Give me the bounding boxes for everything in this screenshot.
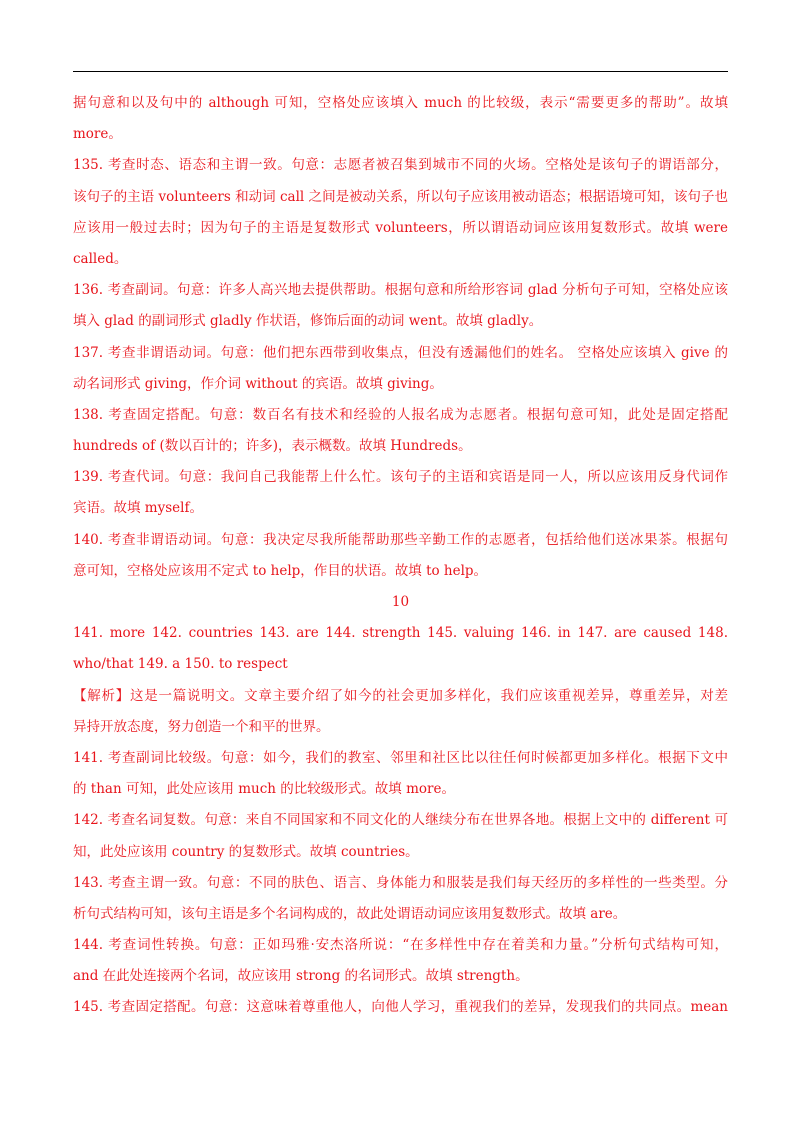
answer-line: 141. more 142. countries 143. are 144. strength 145. valuing 146. in 147. are caused 148. [73,625,728,642]
text-line: 138. 考查固定搭配。句意：数百名有技术和经验的人报名成为志愿者。根据句意可知，此处是固定搭配 [73,406,728,423]
analysis-line: 的 than 可知，此处应该用 much 的比较级形式。故填 more。 [73,781,455,798]
analysis-section [73,685,728,1028]
text-line: 135. 考查时态、语态和主谓一致。句意：志愿者被召集到城市不同的火场。空格处是该句子的谓语部分， [73,157,728,174]
analysis-line: 144. 考查词性转换。句意：正如玛雅·安杰洛所说：“在多样性中存在着美和力量。”分析句式结构可知， [73,937,728,954]
text-line: 136. 考查副词。句意：许多人高兴地去提供帮助。根据句意和所给形容词 glad 分析句子可知，空格处应该 [73,282,728,299]
text-line: more。 [73,126,122,143]
analysis-line: 【解析】这是一篇说明文。文章主要介绍了如今的社会更加多样化，我们应该重视差异，尊重差异，对差 [73,687,728,704]
text-line: called。 [73,250,128,267]
text-line: 意可知，空格处应该用不定式 to help，作目的状语。故填 to help。 [73,562,488,579]
answer-line: who/that 149. a 150. to respect [73,656,288,673]
text-line: 填入 glad 的副词形式 gladly 作状语，修饰后面的动词 went。故填 gladly。 [73,313,543,330]
analysis-line: and 在此处连接两个名词，故应该用 strong 的名词形式。故填 strength。 [73,968,529,985]
text-line: 据句意和以及句中的 although 可知，空格处应该填入 much 的比较级，表示“需要更多的帮助”。故填 [73,95,728,111]
analysis-line: 异持开放态度，努力创造一个和平的世界。 [73,718,330,735]
analysis-line: 知，此处应该用 country 的复数形式。故填 countries。 [73,843,419,860]
text-line: 139. 考查代词。句意：我问自己我能帮上什么忙。该句子的主语和宾语是同一人，所以应该用反身代词作 [73,469,728,486]
analysis-line: 142. 考查名词复数。句意：来自不同国家和不同文化的人继续分布在世界各地。根据上文中的 different 可 [73,812,728,829]
document-body [73,92,728,1028]
explanations-section-1 [73,92,728,591]
analysis-line: 143. 考查主谓一致。句意：不同的肤色、语言、身体能力和服装是我们每天经历的多样性的一些类型。分 [73,874,728,891]
text-line: 宾语。故填 myself。 [73,500,203,517]
text-line: 应该用一般过去时；因为句子的主语是复数形式 volunteers，所以谓语动词应该用复数形式。故填 were [73,219,728,236]
text-line: 137. 考查非谓语动词。句意：他们把东西带到收集点，但没有透漏他们的姓名。 空格处应该填入 give 的 [73,344,728,361]
text-line: 该句子的主语 volunteers 和动词 call 之间是被动关系，所以句子应该用被动语态；根据语境可知，该句子也 [73,188,728,205]
analysis-line: 145. 考查固定搭配。句意：这意味着尊重他人，向他人学习，重视我们的差异，发现我们的共同点。mean [73,999,728,1016]
analysis-line: 析句式结构可知，该句主语是多个名词构成的，故此处谓语动词应该用复数形式。故填 are。 [73,905,627,922]
header-rule [73,71,728,72]
text-line: 140. 考查非谓语动词。句意：我决定尽我所能帮助那些辛勤工作的志愿者，包括给他们送冰果茶。根据句 [73,531,728,548]
page-number: 10 [391,594,410,610]
text-line: hundreds of (数以百计的；许多)，表示概数。故填 Hundreds。 [73,438,472,455]
analysis-line: 141. 考查副词比较级。句意：如今，我们的教室、邻里和社区比以往任何时候都更加多样化。根据下文中 [73,749,728,766]
text-line: 动名词形式 giving，作介词 without 的宾语。故填 giving。 [73,375,443,392]
answers-section [73,622,728,684]
